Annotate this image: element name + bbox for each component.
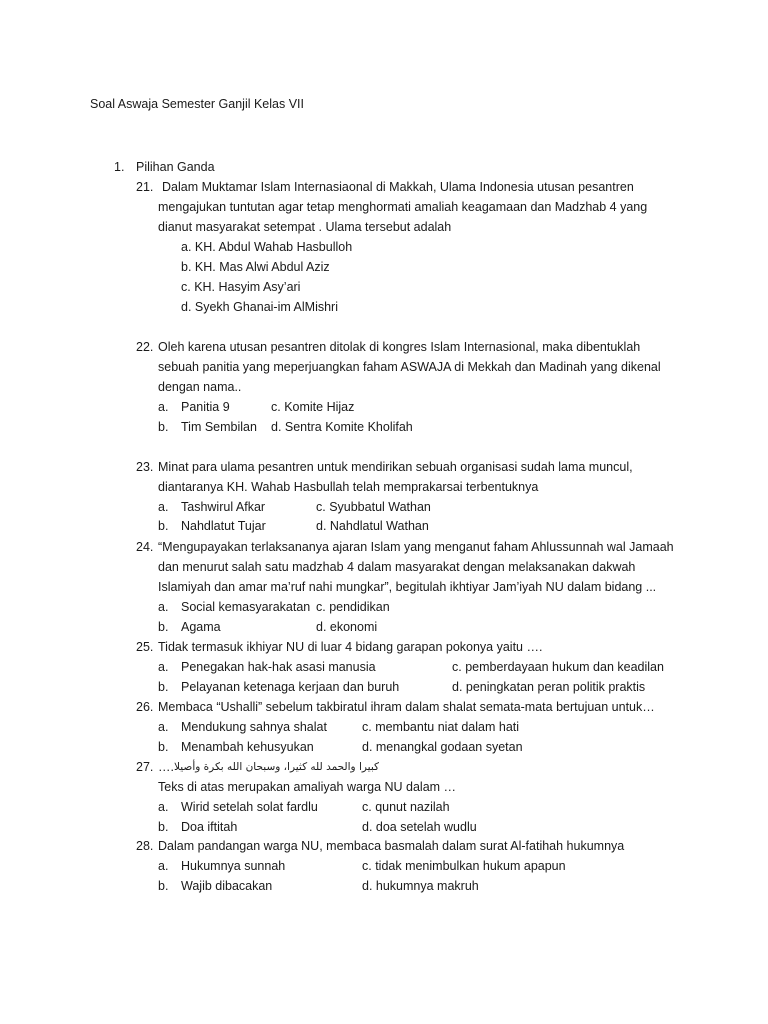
q25-option-a-letter: a. xyxy=(158,660,169,674)
q23-option-c: c. Syubbatul Wathan xyxy=(316,500,431,514)
q24-number: 24. xyxy=(136,540,154,554)
q27-arabic-text: كبيرا والحمد لله كثيرا، وسبحان الله بكرة وأصيلا xyxy=(174,761,379,773)
q23-option-a-letter: a. xyxy=(158,500,169,514)
q24-option-a-letter: a. xyxy=(158,600,169,614)
section-label: Pilihan Ganda xyxy=(136,160,215,174)
q25-option-c: c. pemberdayaan hukum dan keadilan xyxy=(452,660,664,674)
q27-number: 27. xyxy=(136,760,154,774)
section-number: 1. xyxy=(114,160,125,174)
q22-text-line-3: dengan nama.. xyxy=(158,380,242,394)
q22-text-line-1: Oleh karena utusan pesantren ditolak di kongres Islam Internasional, maka dibentuklah xyxy=(158,340,641,354)
q27-option-d: d. doa setelah wudlu xyxy=(362,820,477,834)
q23-text-line-1: Minat para ulama pesantren untuk mendirikan sebuah organisasi sudah lama muncul, xyxy=(158,460,633,474)
q27-option-c: c. qunut nazilah xyxy=(362,800,450,814)
q22-option-b: Tim Sembilan xyxy=(181,420,257,434)
q25-option-a: Penegakan hak-hak asasi manusia xyxy=(181,660,376,674)
q25-option-b: Pelayanan ketenaga kerjaan dan buruh xyxy=(181,680,400,694)
q22-option-a: Panitia 9 xyxy=(181,400,230,414)
q24-option-b: Agama xyxy=(181,620,221,634)
q21-option-d: d. Syekh Ghanai-im AlMishri xyxy=(181,300,339,314)
q27-option-a-letter: a. xyxy=(158,800,169,814)
page-title: Soal Aswaja Semester Ganjil Kelas VII xyxy=(90,97,304,111)
q27-option-b: Doa iftitah xyxy=(181,820,238,834)
q25-option-b-letter: b. xyxy=(158,680,169,694)
q24-text-line-1: “Mengupayakan terlaksananya ajaran Islam yang menganut faham Ahlussunnah wal Jamaah xyxy=(158,540,674,554)
q26-option-b-letter: b. xyxy=(158,740,169,754)
q26-option-b: Menambah kehusyukan xyxy=(181,740,314,754)
q23-option-b: Nahdlatut Tujar xyxy=(181,519,266,533)
q24-text-line-3: Islamiyah dan amar ma’ruf nahi mungkar”, begitulah ikhtiyar Jam’iyah NU dalam bidang ... xyxy=(158,580,657,594)
q23-option-d: d. Nahdlatul Wathan xyxy=(316,519,429,533)
q27-ellipsis: …. xyxy=(158,760,174,774)
q27-text-line-1: Teks di atas merupakan amaliyah warga NU dalam … xyxy=(158,780,457,794)
q27-option-b-letter: b. xyxy=(158,820,169,834)
q23-number: 23. xyxy=(136,460,154,474)
q23-option-a: Tashwirul Afkar xyxy=(181,500,266,514)
q21-text-line-1: Dalam Muktamar Islam Internasiaonal di Makkah, Ulama Indonesia utusan pesantren xyxy=(162,180,634,194)
q22-option-d: d. Sentra Komite Kholifah xyxy=(271,420,413,434)
q25-number: 25. xyxy=(136,640,154,654)
q22-option-c: c. Komite Hijaz xyxy=(271,400,355,414)
q24-option-c: c. pendidikan xyxy=(316,600,390,614)
q26-number: 26. xyxy=(136,700,154,714)
q24-option-b-letter: b. xyxy=(158,620,169,634)
q22-option-a-letter: a. xyxy=(158,400,169,414)
q26-option-d: d. menangkal godaan syetan xyxy=(362,740,523,754)
q28-option-b: Wajib dibacakan xyxy=(181,879,273,893)
q24-option-d: d. ekonomi xyxy=(316,620,378,634)
q24-text-line-2: dan menurut salah satu madzhab 4 dalam masyarakat dengan melaksanakan dakwah xyxy=(158,560,636,574)
q26-option-a: Mendukung sahnya shalat xyxy=(181,720,327,734)
q28-option-c: c. tidak menimbulkan hukum apapun xyxy=(362,859,566,873)
q21-option-b: b. KH. Mas Alwi Abdul Aziz xyxy=(181,260,330,274)
q21-number: 21. xyxy=(136,180,154,194)
q28-option-a-letter: a. xyxy=(158,859,169,873)
q24-option-a: Social kemasyarakatan xyxy=(181,600,311,614)
q28-option-d: d. hukumnya makruh xyxy=(362,879,479,893)
q28-option-a: Hukumnya sunnah xyxy=(181,859,286,873)
q25-option-d: d. peningkatan peran politik praktis xyxy=(452,680,646,694)
q21-option-c: c. KH. Hasyim Asy’ari xyxy=(181,280,301,294)
q27-option-a: Wirid setelah solat fardlu xyxy=(181,800,318,814)
q22-number: 22. xyxy=(136,340,154,354)
q21-option-a: a. KH. Abdul Wahab Hasbulloh xyxy=(181,240,353,254)
q28-text-line-1: Dalam pandangan warga NU, membaca basmalah dalam surat Al-fatihah hukumnya xyxy=(158,839,625,853)
q26-option-a-letter: a. xyxy=(158,720,169,734)
q21-text-line-3: dianut masyarakat setempat . Ulama tersebut adalah xyxy=(158,220,452,234)
q26-text-line-1: Membaca “Ushalli” sebelum takbiratul ihram dalam shalat semata-mata bertujuan untuk… xyxy=(158,700,655,714)
q22-option-b-letter: b. xyxy=(158,420,169,434)
q28-option-b-letter: b. xyxy=(158,879,169,893)
q22-text-line-2: sebuah panitia yang meperjuangkan faham ASWAJA di Mekkah dan Madinah yang dikenal xyxy=(158,360,661,374)
q21-text-line-2: mengajukan tuntutan agar tetap menghormati amaliah keagamaan dan Madzhab 4 yang xyxy=(158,200,648,214)
q25-text-line-1: Tidak termasuk ikhiyar NU di luar 4 bidang garapan pokonya yaitu …. xyxy=(158,640,543,654)
q23-option-b-letter: b. xyxy=(158,519,169,533)
q28-number: 28. xyxy=(136,839,154,853)
q26-option-c: c. membantu niat dalam hati xyxy=(362,720,520,734)
q23-text-line-2: diantaranya KH. Wahab Hasbullah telah memprakarsai terbentuknya xyxy=(158,480,539,494)
